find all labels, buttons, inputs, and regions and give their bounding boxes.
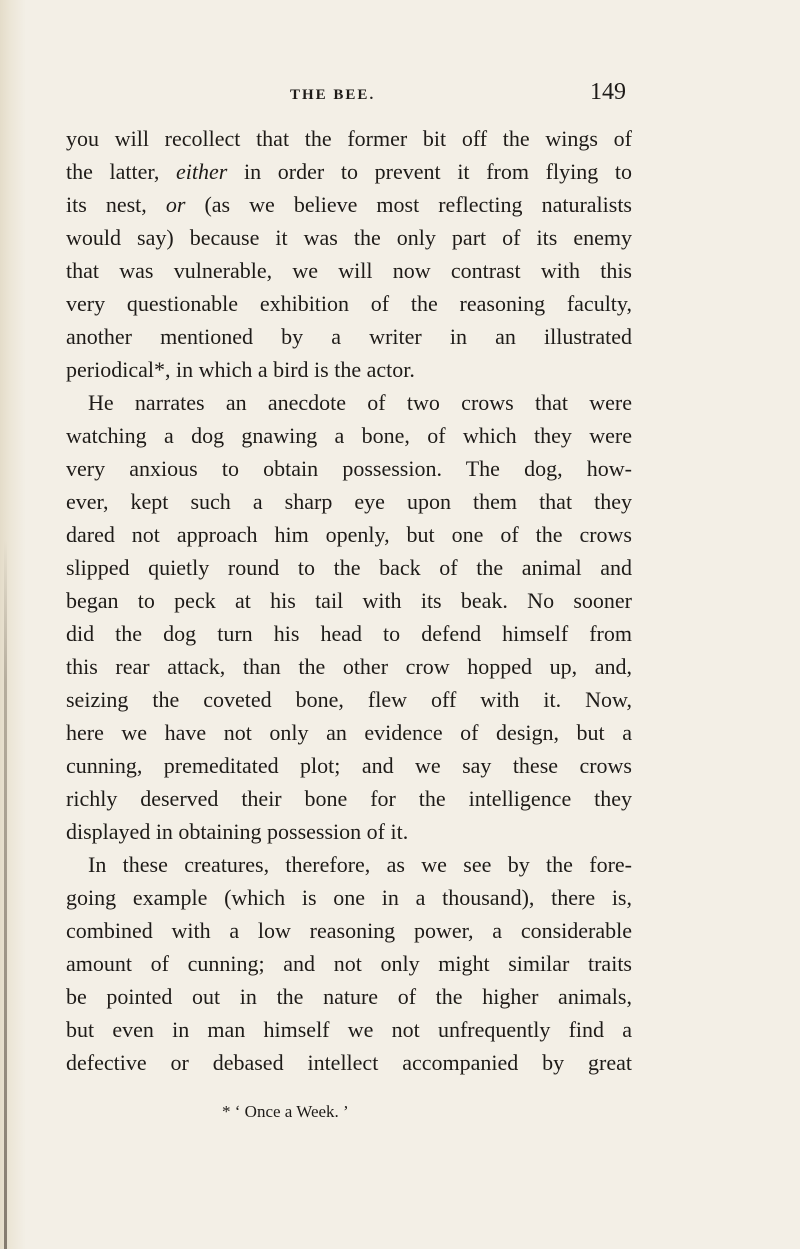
text-line: here we have not only an evidence of design, but a (66, 720, 632, 745)
page-number: 149 (590, 79, 626, 105)
running-title: THE BEE. (290, 87, 376, 103)
text-line: very questionable exhibition of the reasoning faculty, (66, 291, 632, 316)
text-line: the latter, either in order to prevent it from flying to (66, 159, 632, 184)
text-line: watching a dog gnawing a bone, of which they were (66, 423, 632, 448)
text-line: seizing the coveted bone, flew off with it. Now, (66, 687, 632, 712)
text-line: another mentioned by a writer in an illustrated (66, 324, 632, 349)
body-text (66, 122, 632, 1079)
text-line: did the dog turn his head to defend himself from (66, 621, 632, 646)
text-line: defective or debased intellect accompanied by great (66, 1050, 632, 1075)
text-line: amount of cunning; and not only might similar traits (66, 951, 632, 976)
text-line: going example (which is one in a thousand), there is, (66, 885, 632, 910)
binding-edge (4, 540, 7, 1249)
text-line: its nest, or (as we believe most reflecting naturalists (66, 192, 632, 217)
text-line: cunning, premeditated plot; and we say these crows (66, 753, 632, 778)
text-line: periodical*, in which a bird is the actor. (66, 357, 415, 382)
text-line: He narrates an anecdote of two crows that were (88, 390, 632, 415)
text-line: slipped quietly round to the back of the animal and (66, 555, 632, 580)
text-line: this rear attack, than the other crow hopped up, and, (66, 654, 632, 679)
page-header (0, 79, 800, 109)
text-line: but even in man himself we not unfrequently find a (66, 1017, 632, 1042)
text-line: began to peck at his tail with its beak. No sooner (66, 588, 632, 613)
text-line: that was vulnerable, we will now contrast with this (66, 258, 632, 283)
text-line: ever, kept such a sharp eye upon them that they (66, 489, 632, 514)
text-line: In these creatures, therefore, as we see by the fore- (88, 852, 632, 877)
text-line: displayed in obtaining possession of it. (66, 819, 409, 844)
text-line: richly deserved their bone for the intelligence they (66, 786, 632, 811)
footnote: * ‘ Once a Week. ’ (222, 1102, 349, 1121)
text-line: would say) because it was the only part of its enemy (66, 225, 632, 250)
text-line: you will recollect that the former bit off the wings of (66, 126, 632, 151)
text-line: be pointed out in the nature of the higher animals, (66, 984, 632, 1009)
text-line: dared not approach him openly, but one of the crows (66, 522, 632, 547)
text-line: combined with a low reasoning power, a considerable (66, 918, 632, 943)
text-line: very anxious to obtain possession. The dog, how- (66, 456, 632, 481)
